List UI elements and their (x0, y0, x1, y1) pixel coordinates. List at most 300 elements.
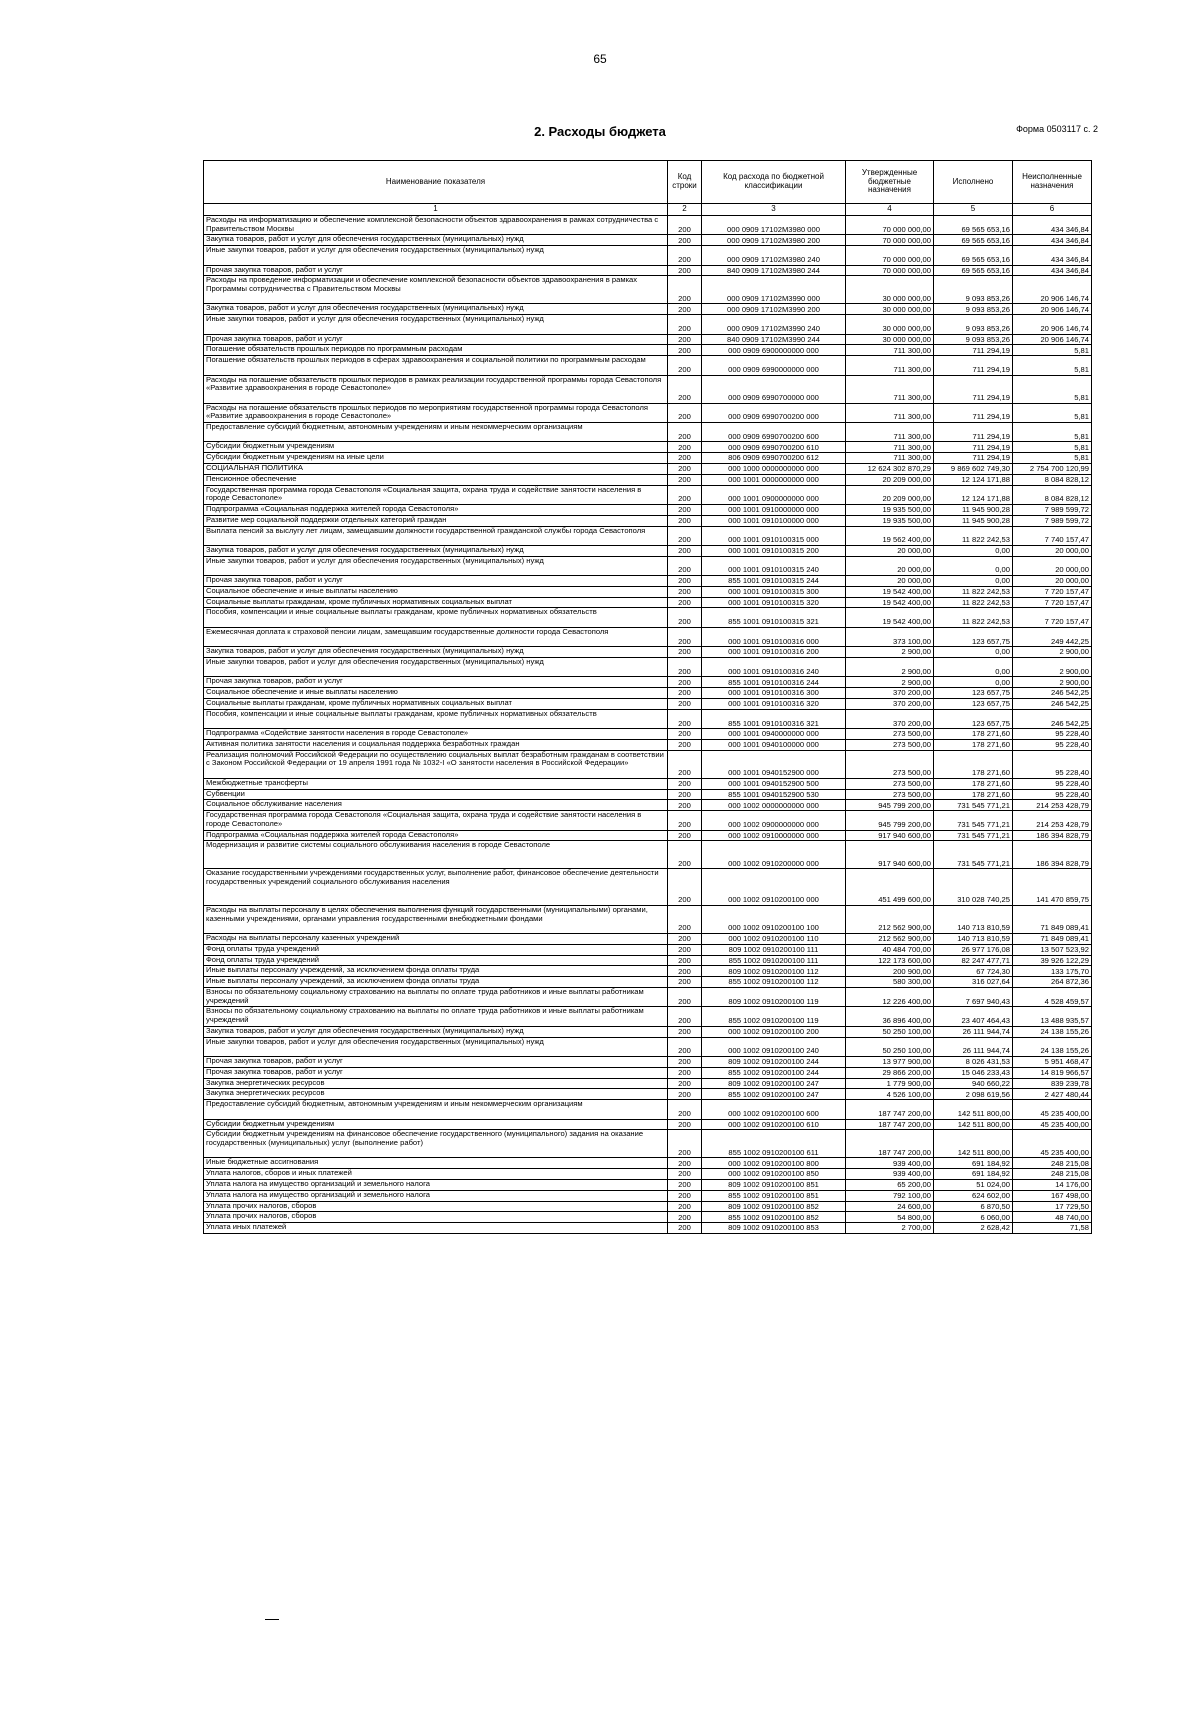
executed-amount: 12 124 171,88 (934, 485, 1013, 504)
table-row (204, 1223, 1092, 1234)
executed-amount: 69 565 653,16 (934, 216, 1013, 235)
row-code: 200 (668, 422, 702, 441)
row-code: 200 (668, 987, 702, 1006)
unexecuted-amount: 434 346,84 (1013, 265, 1092, 276)
row-code: 200 (668, 1067, 702, 1078)
table-row (204, 740, 1092, 751)
approved-amount: 711 300,00 (846, 422, 934, 441)
form-reference: Форма 0503117 с. 2 (1016, 124, 1098, 134)
classification-code: 000 1002 0910200100 850 (702, 1169, 846, 1180)
indicator-name: Уплата налогов, сборов и иных платежей (204, 1169, 668, 1180)
indicator-name: Иные закупки товаров, работ и услуг для обеспечения государственных (муниципальных) нужд (204, 556, 668, 575)
unexecuted-amount: 13 507 523,92 (1013, 944, 1092, 955)
executed-amount: 731 545 771,21 (934, 830, 1013, 841)
indicator-name: Иные закупки товаров, работ и услуг для обеспечения государственных (муниципальных) нужд (204, 658, 668, 677)
unexecuted-amount: 2 427 480,44 (1013, 1089, 1092, 1100)
classification-code: 855 1001 0910100316 321 (702, 709, 846, 728)
table-row (204, 586, 1092, 597)
classification-code: 000 0909 6990700200 610 (702, 442, 846, 453)
row-code: 200 (668, 597, 702, 608)
column-number: 4 (846, 204, 934, 216)
unexecuted-amount: 214 253 428,79 (1013, 811, 1092, 830)
indicator-name: Закупка товаров, работ и услуг для обеспечения государственных (муниципальных) нужд (204, 545, 668, 556)
executed-amount: 123 657,75 (934, 699, 1013, 710)
approved-amount: 30 000 000,00 (846, 276, 934, 304)
unexecuted-amount: 133 175,70 (1013, 966, 1092, 977)
classification-code: 855 1002 0910200100 119 (702, 1007, 846, 1026)
table-row (204, 345, 1092, 356)
table-row (204, 830, 1092, 841)
executed-amount: 11 945 900,28 (934, 515, 1013, 526)
table-row (204, 474, 1092, 485)
approved-amount: 70 000 000,00 (846, 235, 934, 246)
classification-code: 000 1001 0910100316 240 (702, 658, 846, 677)
classification-code: 000 0909 17102M3990 000 (702, 276, 846, 304)
classification-code: 855 1002 0910200100 244 (702, 1067, 846, 1078)
executed-amount: 23 407 464,43 (934, 1007, 1013, 1026)
executed-amount: 11 822 242,53 (934, 526, 1013, 545)
classification-code: 855 1002 0910200100 611 (702, 1130, 846, 1158)
unexecuted-amount: 839 239,78 (1013, 1078, 1092, 1089)
table-row (204, 216, 1092, 235)
indicator-name: Ежемесячная доплата к страховой пенсии лицам, замещавшим государственные должности города Севастополя (204, 627, 668, 646)
classification-code: 000 0909 6900000000 000 (702, 345, 846, 356)
table-row (204, 1190, 1092, 1201)
approved-amount: 65 200,00 (846, 1179, 934, 1190)
indicator-name: Иные выплаты персоналу учреждений, за исключением фонда оплаты труда (204, 966, 668, 977)
column-number: 3 (702, 204, 846, 216)
indicator-name: СОЦИАЛЬНАЯ ПОЛИТИКА (204, 463, 668, 474)
executed-amount: 178 271,60 (934, 778, 1013, 789)
approved-amount: 20 209 000,00 (846, 474, 934, 485)
classification-code: 000 1001 0940100000 000 (702, 740, 846, 751)
unexecuted-amount: 20 000,00 (1013, 556, 1092, 575)
indicator-name: Социальное обеспечение и иные выплаты населению (204, 688, 668, 699)
indicator-name: Закупка энергетических ресурсов (204, 1089, 668, 1100)
approved-amount: 30 000 000,00 (846, 304, 934, 315)
executed-amount: 731 545 771,21 (934, 811, 1013, 830)
classification-code: 000 1002 0910200100 100 (702, 905, 846, 933)
unexecuted-amount: 7 720 157,47 (1013, 586, 1092, 597)
row-code: 200 (668, 1130, 702, 1158)
indicator-name: Расходы на выплаты персоналу в целях обеспечения выполнения функций государственными (муниципальными) органами, казенными учреждениями, органами управления государственными внебюджетными фондами (204, 905, 668, 933)
row-code: 200 (668, 356, 702, 375)
classification-code: 000 1002 0910200100 200 (702, 1026, 846, 1037)
approved-amount: 2 700,00 (846, 1223, 934, 1234)
column-number: 1 (204, 204, 668, 216)
row-code: 200 (668, 545, 702, 556)
table-row (204, 463, 1092, 474)
classification-code: 000 0909 17102M3990 200 (702, 304, 846, 315)
row-code: 200 (668, 485, 702, 504)
approved-amount: 50 250 100,00 (846, 1026, 934, 1037)
indicator-name: Погашение обязательств прошлых периодов в сферах здравоохранения и социальной политики по программным расходам (204, 356, 668, 375)
row-code: 200 (668, 375, 702, 403)
classification-code: 855 1001 0910100315 244 (702, 576, 846, 587)
classification-code: 000 1002 0900000000 000 (702, 811, 846, 830)
row-code: 200 (668, 977, 702, 988)
row-code: 200 (668, 1037, 702, 1056)
indicator-name: Предоставление субсидий бюджетным, автономным учреждениям и иным некоммерческим организациям (204, 422, 668, 441)
executed-amount: 140 713 810,59 (934, 905, 1013, 933)
unexecuted-amount: 14 819 966,57 (1013, 1067, 1092, 1078)
indicator-name: Закупка товаров, работ и услуг для обеспечения государственных (муниципальных) нужд (204, 304, 668, 315)
approved-amount: 70 000 000,00 (846, 246, 934, 265)
row-code: 200 (668, 905, 702, 933)
executed-amount: 142 511 800,00 (934, 1130, 1013, 1158)
unexecuted-amount: 5,81 (1013, 442, 1092, 453)
row-code: 200 (668, 1169, 702, 1180)
unexecuted-amount: 246 542,25 (1013, 699, 1092, 710)
classification-code: 809 1002 0910200100 853 (702, 1223, 846, 1234)
unexecuted-amount: 7 989 599,72 (1013, 504, 1092, 515)
row-code: 200 (668, 1190, 702, 1201)
executed-amount: 123 657,75 (934, 709, 1013, 728)
table-body (204, 216, 1092, 1234)
table-row (204, 485, 1092, 504)
classification-code: 000 1002 0910200000 000 (702, 841, 846, 869)
approved-amount: 70 000 000,00 (846, 265, 934, 276)
row-code: 200 (668, 1212, 702, 1223)
executed-amount: 69 565 653,16 (934, 235, 1013, 246)
indicator-name: Субсидии бюджетным учреждениям на финансовое обеспечение государственного (муниципального) задания на оказание государственных (муниципальных) услуг (выполнение работ) (204, 1130, 668, 1158)
executed-amount: 140 713 810,59 (934, 933, 1013, 944)
row-code: 200 (668, 1179, 702, 1190)
classification-code: 000 1001 0900000000 000 (702, 485, 846, 504)
indicator-name: Расходы на информатизацию и обеспечение комплексной безопасности объектов здравоохранения в рамках сотрудничества с Правительством Москвы (204, 216, 668, 235)
indicator-name: Пособия, компенсации и иные социальные выплаты гражданам, кроме публичных нормативных обязательств (204, 709, 668, 728)
row-code: 200 (668, 556, 702, 575)
approved-amount: 19 542 400,00 (846, 586, 934, 597)
classification-code: 809 1002 0910200100 852 (702, 1201, 846, 1212)
table-row (204, 933, 1092, 944)
classification-code: 000 1002 0910000000 000 (702, 830, 846, 841)
page-number: 65 (593, 52, 607, 66)
row-code: 200 (668, 1078, 702, 1089)
table-row (204, 1100, 1092, 1119)
header-approved: Утвержденные бюджетные назначения (846, 161, 934, 204)
unexecuted-amount: 20 906 146,74 (1013, 304, 1092, 315)
row-code: 200 (668, 647, 702, 658)
unexecuted-amount: 20 000,00 (1013, 576, 1092, 587)
table-row (204, 422, 1092, 441)
executed-amount: 142 511 800,00 (934, 1100, 1013, 1119)
row-code: 200 (668, 1007, 702, 1026)
executed-amount: 0,00 (934, 647, 1013, 658)
approved-amount: 20 000,00 (846, 545, 934, 556)
unexecuted-amount: 2 900,00 (1013, 647, 1092, 658)
unexecuted-amount: 95 228,40 (1013, 750, 1092, 778)
row-code: 200 (668, 515, 702, 526)
approved-amount: 12 624 302 870,29 (846, 463, 934, 474)
table-row (204, 729, 1092, 740)
classification-code: 855 1001 0910100316 244 (702, 677, 846, 688)
approved-amount: 19 562 400,00 (846, 526, 934, 545)
table-row (204, 515, 1092, 526)
approved-amount: 200 900,00 (846, 966, 934, 977)
row-code: 200 (668, 403, 702, 422)
approved-amount: 187 747 200,00 (846, 1119, 934, 1130)
approved-amount: 50 250 100,00 (846, 1037, 934, 1056)
indicator-name: Фонд оплаты труда учреждений (204, 944, 668, 955)
unexecuted-amount: 45 235 400,00 (1013, 1130, 1092, 1158)
row-code: 200 (668, 576, 702, 587)
approved-amount: 711 300,00 (846, 356, 934, 375)
row-code: 200 (668, 334, 702, 345)
table-row (204, 1067, 1092, 1078)
row-code: 200 (668, 966, 702, 977)
table-row (204, 356, 1092, 375)
indicator-name: Уплата налога на имущество организаций и земельного налога (204, 1179, 668, 1190)
unexecuted-amount: 8 084 828,12 (1013, 474, 1092, 485)
row-code: 200 (668, 453, 702, 464)
unexecuted-amount: 186 394 828,79 (1013, 841, 1092, 869)
executed-amount: 123 657,75 (934, 627, 1013, 646)
table-row (204, 811, 1092, 830)
table-row (204, 944, 1092, 955)
classification-code: 000 1001 0910100315 000 (702, 526, 846, 545)
approved-amount: 36 896 400,00 (846, 1007, 934, 1026)
unexecuted-amount: 246 542,25 (1013, 709, 1092, 728)
table-row (204, 966, 1092, 977)
executed-amount: 67 724,30 (934, 966, 1013, 977)
unexecuted-amount: 2 900,00 (1013, 677, 1092, 688)
indicator-name: Предоставление субсидий бюджетным, автономным учреждениям и иным некоммерческим организациям (204, 1100, 668, 1119)
classification-code: 806 0909 6990700200 612 (702, 453, 846, 464)
approved-amount: 273 500,00 (846, 789, 934, 800)
executed-amount: 316 027,64 (934, 977, 1013, 988)
indicator-name: Прочая закупка товаров, работ и услуг (204, 334, 668, 345)
executed-amount: 9 093 853,26 (934, 315, 1013, 334)
approved-amount: 711 300,00 (846, 453, 934, 464)
table-row (204, 608, 1092, 627)
indicator-name: Иные закупки товаров, работ и услуг для обеспечения государственных (муниципальных) нужд (204, 1037, 668, 1056)
table-row (204, 403, 1092, 422)
unexecuted-amount: 186 394 828,79 (1013, 830, 1092, 841)
approved-amount: 711 300,00 (846, 442, 934, 453)
row-code: 200 (668, 944, 702, 955)
executed-amount: 0,00 (934, 677, 1013, 688)
header-name: Наименование показателя (204, 161, 668, 204)
approved-amount: 13 977 900,00 (846, 1056, 934, 1067)
unexecuted-amount: 248 215,08 (1013, 1169, 1092, 1180)
executed-amount: 711 294,19 (934, 356, 1013, 375)
approved-amount: 792 100,00 (846, 1190, 934, 1201)
row-code: 200 (668, 789, 702, 800)
unexecuted-amount: 39 926 122,29 (1013, 955, 1092, 966)
indicator-name: Выплата пенсий за выслугу лет лицам, замещавшим должности государственной гражданской службы города Севастополя (204, 526, 668, 545)
column-number: 2 (668, 204, 702, 216)
executed-amount: 624 602,00 (934, 1190, 1013, 1201)
classification-code: 000 0909 17102M3980 000 (702, 216, 846, 235)
indicator-name: Прочая закупка товаров, работ и услуг (204, 1056, 668, 1067)
unexecuted-amount: 5 951 468,47 (1013, 1056, 1092, 1067)
indicator-name: Уплата иных платежей (204, 1223, 668, 1234)
approved-amount: 580 300,00 (846, 977, 934, 988)
executed-amount: 731 545 771,21 (934, 800, 1013, 811)
classification-code: 000 1002 0910200100 240 (702, 1037, 846, 1056)
approved-amount: 1 779 900,00 (846, 1078, 934, 1089)
executed-amount: 123 657,75 (934, 688, 1013, 699)
row-code: 200 (668, 933, 702, 944)
unexecuted-amount: 434 346,84 (1013, 235, 1092, 246)
classification-code: 000 1002 0910200100 000 (702, 869, 846, 906)
approved-amount: 20 209 000,00 (846, 485, 934, 504)
approved-amount: 2 900,00 (846, 677, 934, 688)
indicator-name: Иные выплаты персоналу учреждений, за исключением фонда оплаты труда (204, 977, 668, 988)
indicator-name: Уплата налога на имущество организаций и земельного налога (204, 1190, 668, 1201)
unexecuted-amount: 95 228,40 (1013, 729, 1092, 740)
indicator-name: Уплата прочих налогов, сборов (204, 1201, 668, 1212)
executed-amount: 711 294,19 (934, 422, 1013, 441)
approved-amount: 939 400,00 (846, 1169, 934, 1180)
table-row (204, 545, 1092, 556)
indicator-name: Расходы на выплаты персоналу казенных учреждений (204, 933, 668, 944)
approved-amount: 12 226 400,00 (846, 987, 934, 1006)
classification-code: 000 0909 6990000000 000 (702, 356, 846, 375)
classification-code: 000 0909 17102M3990 240 (702, 315, 846, 334)
executed-amount: 15 046 233,43 (934, 1067, 1013, 1078)
row-code: 200 (668, 504, 702, 515)
approved-amount: 212 562 900,00 (846, 905, 934, 933)
classification-code: 000 1001 0910100315 240 (702, 556, 846, 575)
classification-code: 000 1002 0910200100 110 (702, 933, 846, 944)
row-code: 200 (668, 1089, 702, 1100)
table-row (204, 750, 1092, 778)
classification-code: 000 1001 0910100000 000 (702, 515, 846, 526)
indicator-name: Уплата прочих налогов, сборов (204, 1212, 668, 1223)
table-row (204, 556, 1092, 575)
approved-amount: 273 500,00 (846, 729, 934, 740)
approved-amount: 187 747 200,00 (846, 1100, 934, 1119)
unexecuted-amount: 5,81 (1013, 403, 1092, 422)
table-row (204, 869, 1092, 906)
unexecuted-amount: 17 729,50 (1013, 1201, 1092, 1212)
table-row (204, 597, 1092, 608)
classification-code: 000 1001 0910100315 200 (702, 545, 846, 556)
row-code: 200 (668, 1201, 702, 1212)
indicator-name: Прочая закупка товаров, работ и услуг (204, 677, 668, 688)
executed-amount: 711 294,19 (934, 442, 1013, 453)
classification-code: 840 0909 17102M3980 244 (702, 265, 846, 276)
classification-code: 000 1000 0000000000 000 (702, 463, 846, 474)
approved-amount: 373 100,00 (846, 627, 934, 646)
row-code: 200 (668, 627, 702, 646)
executed-amount: 11 822 242,53 (934, 586, 1013, 597)
indicator-name: Пособия, компенсации и иные социальные выплаты гражданам, кроме публичных нормативных обязательств (204, 608, 668, 627)
indicator-name: Фонд оплаты труда учреждений (204, 955, 668, 966)
row-code: 200 (668, 699, 702, 710)
indicator-name: Подпрограмма «Социальная поддержка жителей города Севастополя» (204, 504, 668, 515)
classification-code: 840 0909 17102M3990 244 (702, 334, 846, 345)
unexecuted-amount: 8 084 828,12 (1013, 485, 1092, 504)
column-number: 6 (1013, 204, 1092, 216)
classification-code: 000 1001 0940152900 500 (702, 778, 846, 789)
row-code: 200 (668, 1158, 702, 1169)
executed-amount: 0,00 (934, 576, 1013, 587)
classification-code: 855 1001 0940152900 530 (702, 789, 846, 800)
executed-amount: 691 184,92 (934, 1169, 1013, 1180)
approved-amount: 4 526 100,00 (846, 1089, 934, 1100)
indicator-name: Погашение обязательств прошлых периодов по программным расходам (204, 345, 668, 356)
unexecuted-amount: 214 253 428,79 (1013, 800, 1092, 811)
executed-amount: 69 565 653,16 (934, 246, 1013, 265)
classification-code: 000 1001 0910000000 000 (702, 504, 846, 515)
table-row (204, 1130, 1092, 1158)
indicator-name: Иные бюджетные ассигнования (204, 1158, 668, 1169)
table-row (204, 1089, 1092, 1100)
row-code: 200 (668, 586, 702, 597)
row-code: 200 (668, 345, 702, 356)
unexecuted-amount: 95 228,40 (1013, 740, 1092, 751)
approved-amount: 20 000,00 (846, 576, 934, 587)
row-code: 200 (668, 750, 702, 778)
classification-code: 000 0909 6990700200 600 (702, 422, 846, 441)
table-row (204, 315, 1092, 334)
table-row (204, 1078, 1092, 1089)
unexecuted-amount: 249 442,25 (1013, 627, 1092, 646)
classification-code: 000 0909 6990700000 000 (702, 375, 846, 403)
header-row-code: Код строки (668, 161, 702, 204)
executed-amount: 11 945 900,28 (934, 504, 1013, 515)
classification-code: 000 0909 6990700200 000 (702, 403, 846, 422)
indicator-name: Расходы на проведение информатизации и обеспечение комплексной безопасности объектов здравоохранения в рамках Программы сотрудничества с Правительством Москвы (204, 276, 668, 304)
unexecuted-amount: 2 754 700 120,99 (1013, 463, 1092, 474)
indicator-name: Реализация полномочий Российской Федерации по осуществлению социальных выплат безработным гражданам в соответствии с Законом Российской Федерации от 19 апреля 1991 года № 1032-I «О занятости населения в Российской Федерации» (204, 750, 668, 778)
classification-code: 000 0909 17102M3980 240 (702, 246, 846, 265)
classification-code: 000 1001 0910100316 200 (702, 647, 846, 658)
table-row (204, 647, 1092, 658)
row-code: 200 (668, 778, 702, 789)
indicator-name: Закупка товаров, работ и услуг для обеспечения государственных (муниципальных) нужд (204, 647, 668, 658)
unexecuted-amount: 24 138 155,26 (1013, 1026, 1092, 1037)
indicator-name: Оказание государственными учреждениями государственных услуг, выполнение работ, финансовое обеспечение деятельности государственных учреждений социального обслуживания населения (204, 869, 668, 906)
table-row (204, 1037, 1092, 1056)
unexecuted-amount: 45 235 400,00 (1013, 1100, 1092, 1119)
table-row (204, 987, 1092, 1006)
executed-amount: 12 124 171,88 (934, 474, 1013, 485)
indicator-name: Государственная программа города Севастополя «Социальная защита, охрана труда и содействие занятости населения в городе Севастополе» (204, 811, 668, 830)
indicator-name: Закупка товаров, работ и услуг для обеспечения государственных (муниципальных) нужд (204, 235, 668, 246)
table-row (204, 1119, 1092, 1130)
executed-amount: 178 271,60 (934, 740, 1013, 751)
executed-amount: 711 294,19 (934, 403, 1013, 422)
executed-amount: 2 628,42 (934, 1223, 1013, 1234)
table-row (204, 688, 1092, 699)
table-row (204, 304, 1092, 315)
table-row (204, 246, 1092, 265)
unexecuted-amount: 71 849 089,41 (1013, 905, 1092, 933)
approved-amount: 19 935 500,00 (846, 515, 934, 526)
approved-amount: 40 484 700,00 (846, 944, 934, 955)
unexecuted-amount: 5,81 (1013, 422, 1092, 441)
indicator-name: Взносы по обязательному социальному страхованию на выплаты по оплате труда работников и иные выплаты работникам учреждений (204, 987, 668, 1006)
classification-code: 809 1002 0910200100 244 (702, 1056, 846, 1067)
table-row (204, 1026, 1092, 1037)
indicator-name: Пенсионное обеспечение (204, 474, 668, 485)
classification-code: 000 1002 0910200100 600 (702, 1100, 846, 1119)
executed-amount: 82 247 477,71 (934, 955, 1013, 966)
indicator-name: Социальное обслуживание населения (204, 800, 668, 811)
row-code: 200 (668, 235, 702, 246)
classification-code: 000 0909 17102M3980 200 (702, 235, 846, 246)
table-row (204, 955, 1092, 966)
row-code: 200 (668, 276, 702, 304)
table-row (204, 905, 1092, 933)
executed-amount: 940 660,22 (934, 1078, 1013, 1089)
classification-code: 855 1002 0910200100 852 (702, 1212, 846, 1223)
indicator-name: Прочая закупка товаров, работ и услуг (204, 576, 668, 587)
